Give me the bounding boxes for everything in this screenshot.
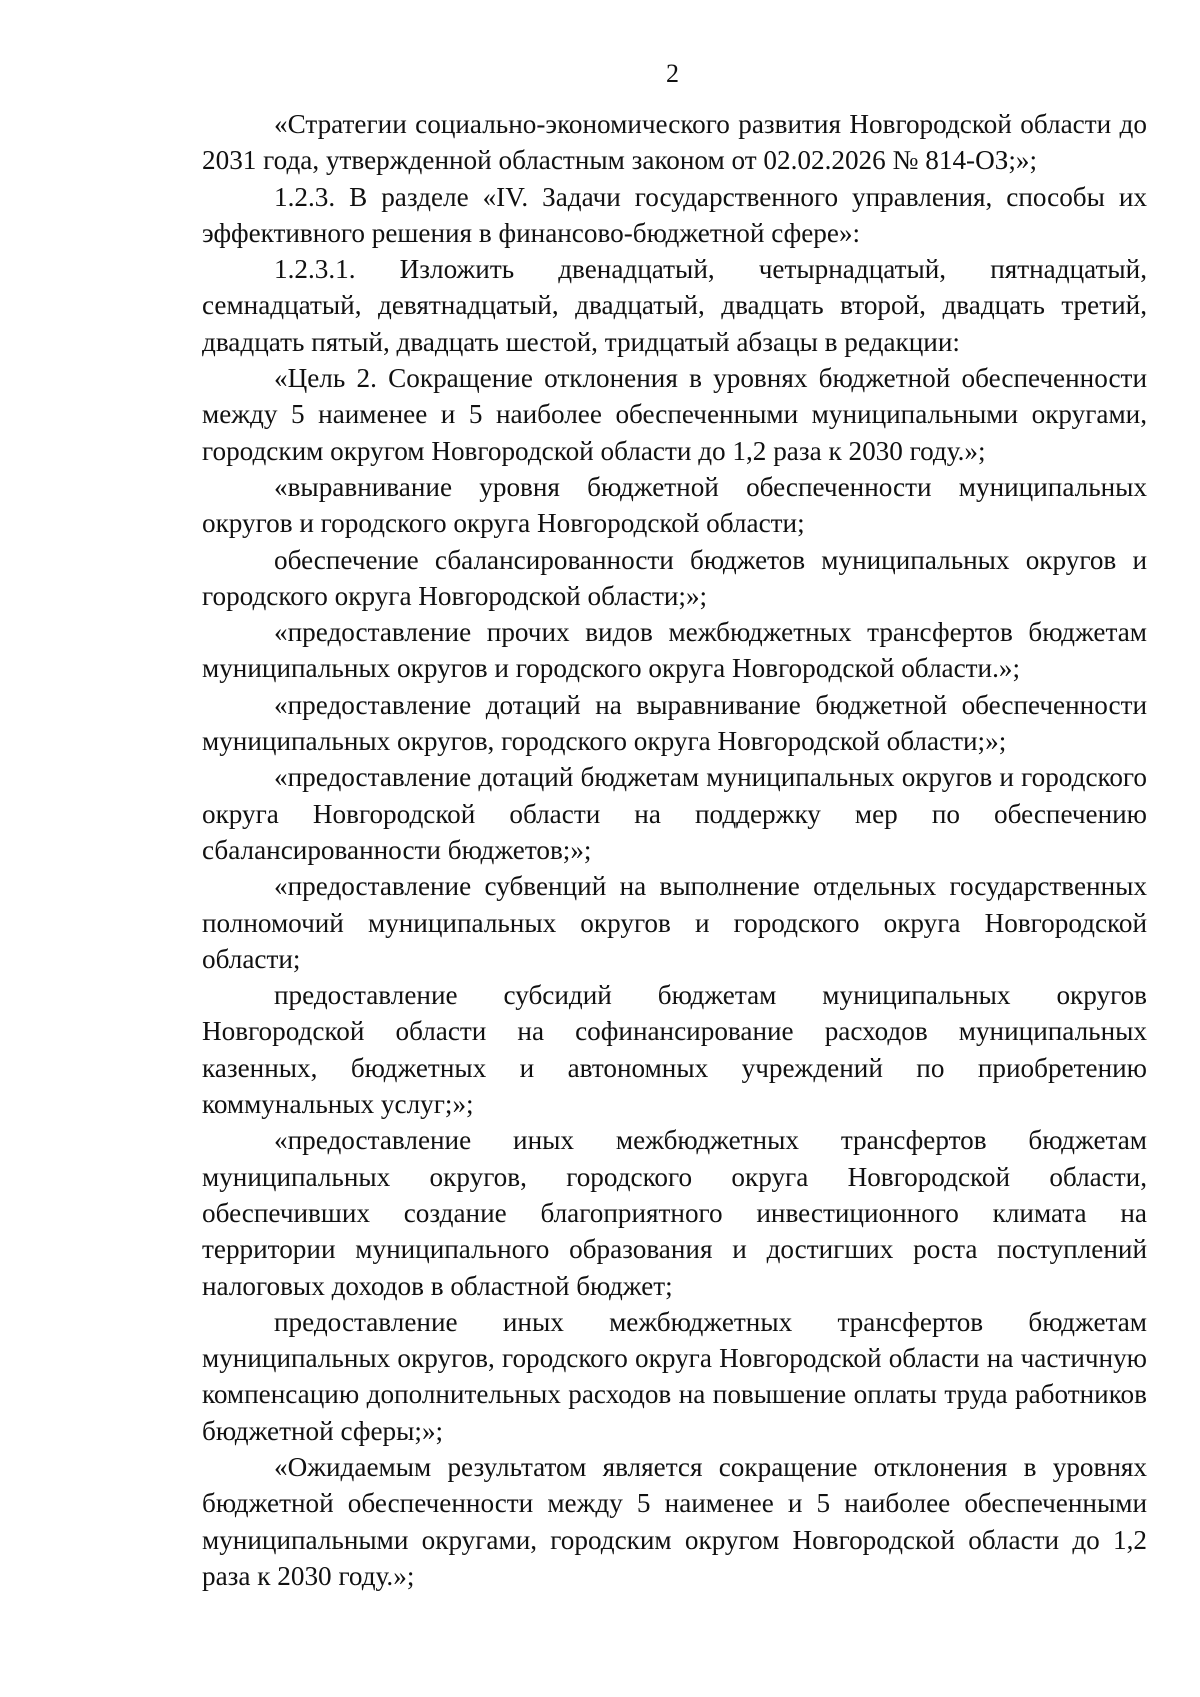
paragraph-equalization: «выравнивание уровня бюджетной обеспеченности муниципальных округов и городского округа Новгородской области;	[202, 471, 1147, 539]
paragraph-subventions: «предоставление субвенций на выполнение отдельных государственных полномочий муниципальных округов и городского округа Новгородской области;	[202, 871, 1147, 974]
paragraph-subsidies: предоставление субсидий бюджетам муниципальных округов Новгородской области на софинансирование расходов муниципальных казенных, бюджетных и автономных учреждений по приобретению коммунальных услуг;»;	[202, 980, 1147, 1120]
paragraph-investment-transfers: «предоставление иных межбюджетных трансфертов бюджетам муниципальных округов, городского округа Новгородской области, обеспечивших создание благоприятного инвестиционного климата на территории муниципального образования и достигших роста поступлений налоговых доходов в областной бюджет;	[202, 1125, 1147, 1301]
paragraph-section-iv: 1.2.3. В разделе «IV. Задачи государственного управления, способы их эффективного решения в финансово-бюджетной сфере»:	[202, 181, 1147, 248]
paragraph-expected-result: «Ожидаемым результатом является сокращение отклонения в уровнях бюджетной обеспеченности между 5 наименее и 5 наиболее обеспеченными муниципальными округами, городским округом Новгородской области до 1,2 раза к 2030 году.»;	[202, 1451, 1147, 1591]
paragraph-other-transfers: «предоставление прочих видов межбюджетных трансфертов бюджетам муниципальных округов и городского округа Новгородской области.»;	[202, 617, 1147, 684]
document-body	[202, 106, 1147, 1594]
paragraph-goal-2: «Цель 2. Сокращение отклонения в уровнях бюджетной обеспеченности между 5 наименее и 5 наиболее обеспеченными муниципальными округами, городским округом Новгородской области до 1,2 раза к 2030 году.»;	[202, 363, 1147, 466]
paragraph-strategy-reference: «Стратегии социально-экономического развития Новгородской области до 2031 года, утвержденной областным законом от 02.02.2026 № 814-ОЗ;»;	[202, 109, 1147, 176]
paragraph-balance: обеспечение сбалансированности бюджетов муниципальных округов и городского округа Новгородской области;»;	[202, 544, 1147, 611]
page-number: 2	[666, 59, 679, 88]
paragraph-compensation-transfers: предоставление иных межбюджетных трансфертов бюджетам муниципальных округов, городского округа Новгородской области на частичную компенсацию дополнительных расходов на повышение оплаты труда работников бюджетной сферы;»;	[202, 1306, 1147, 1446]
paragraph-amend-instruction: 1.2.3.1. Изложить двенадцатый, четырнадцатый, пятнадцатый, семнадцатый, девятнадцатый, двадцатый, двадцать второй, двадцать третий, двадцать пятый, двадцать шестой, тридцатый абзацы в редакции:	[202, 254, 1147, 357]
paragraph-equalization-grants: «предоставление дотаций на выравнивание бюджетной обеспеченности муниципальных округов, городского округа Новгородской области;»;	[202, 689, 1147, 757]
paragraph-balance-grants: «предоставление дотаций бюджетам муниципальных округов и городского округа Новгородской области на поддержку мер по обеспечению сбалансированности бюджетов;»;	[202, 762, 1147, 865]
